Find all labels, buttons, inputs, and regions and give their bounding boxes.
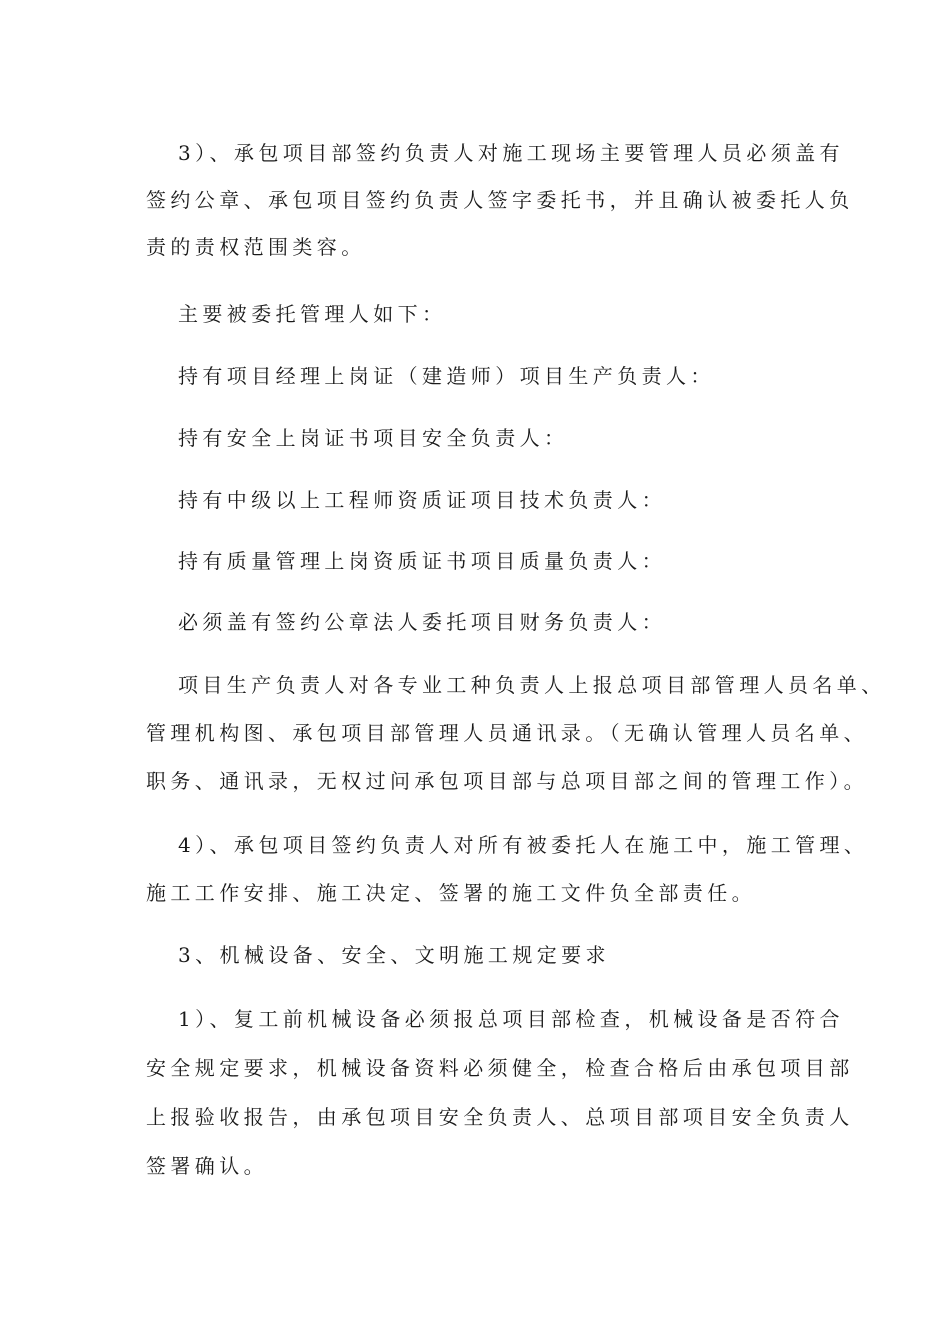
paragraph-line: 安全规定要求，机械设备资料必须健全，检查合格后由承包项目部 [146,1056,854,1080]
paragraph-line: 持有安全上岗证书项目安全负责人： [178,426,569,450]
paragraph-line: 项目生产负责人对各专业工种负责人上报总项目部管理人员名单、 [178,673,886,697]
paragraph-line: 签约公章、承包项目签约负责人签字委托书，并且确认被委托人负 [146,188,854,212]
paragraph-line: 持有质量管理上岗资质证书项目质量负责人： [178,549,666,573]
paragraph-line: 持有中级以上工程师资质证项目技术负责人： [178,488,666,512]
paragraph-line: 管理机构图、承包项目部管理人员通讯录。（无确认管理人员名单、 [146,721,868,745]
paragraph-line: 上报验收报告，由承包项目安全负责人、总项目部项目安全负责人 [146,1105,854,1129]
paragraph-line: 职务、通讯录，无权过问承包项目部与总项目部之间的管理工作）。 [146,769,868,793]
section-heading: 3、机械设备、安全、文明施工规定要求 [178,943,610,967]
paragraph-line: 签署确认。 [146,1154,268,1178]
paragraph-line: 3）、承包项目部签约负责人对施工现场主要管理人员必须盖有 [178,141,844,165]
paragraph-line: 1）、复工前机械设备必须报总项目部检查，机械设备是否符合 [178,1007,844,1031]
paragraph-line: 必须盖有签约公章法人委托项目财务负责人： [178,610,666,634]
paragraph-line: 责的责权范围类容。 [146,235,366,259]
paragraph-line: 施工工作安排、施工决定、签署的施工文件负全部责任。 [146,881,756,905]
paragraph-line: 持有项目经理上岗证（建造师）项目生产负责人： [178,364,715,388]
paragraph-line: 主要被委托管理人如下： [178,302,447,326]
paragraph-line: 4）、承包项目签约负责人对所有被委托人在施工中，施工管理、 [178,833,869,857]
